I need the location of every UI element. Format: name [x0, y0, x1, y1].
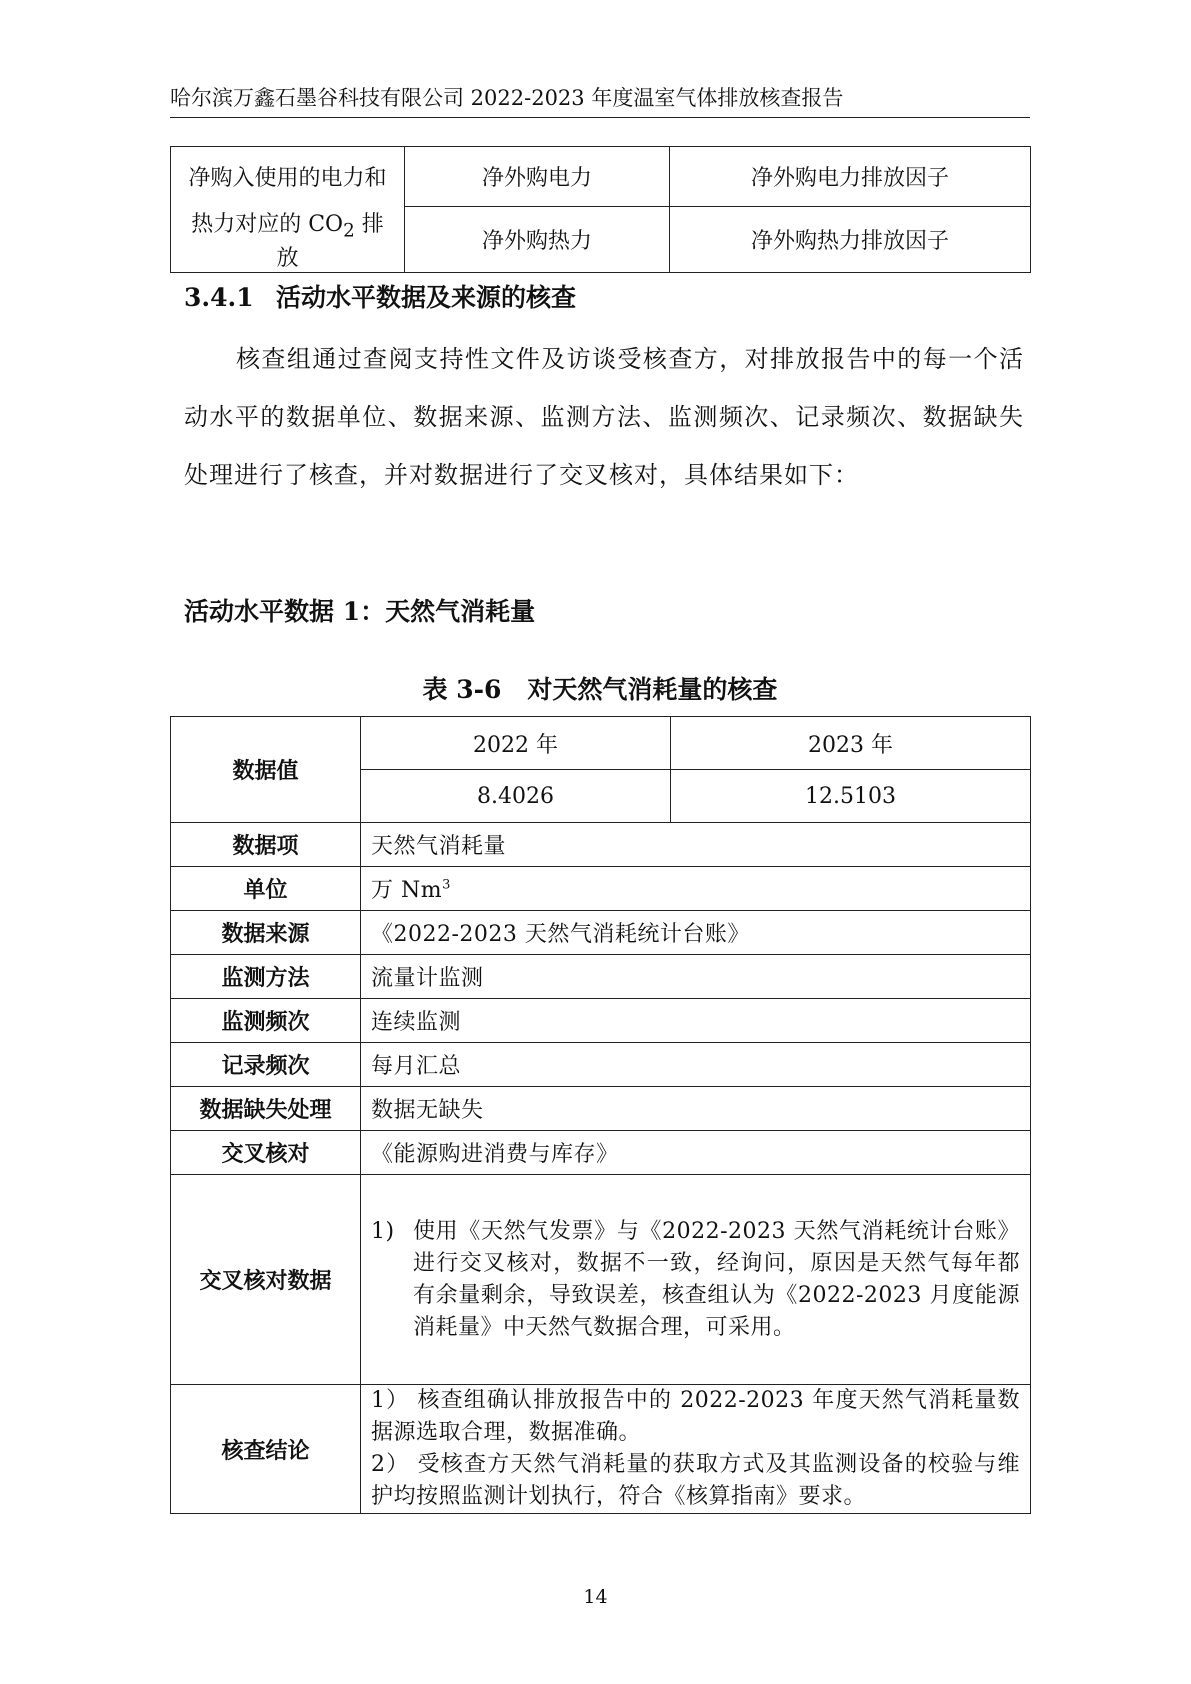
co2-subscript: 2: [343, 219, 355, 241]
table-row: [171, 147, 1031, 207]
unit-superscript: 3: [442, 877, 451, 893]
row-value: 数据无缺失: [361, 1087, 1031, 1131]
header-divider: [170, 117, 1030, 118]
cross-check-label: 交叉核对数据: [171, 1175, 361, 1385]
row-value: 天然气消耗量: [361, 823, 1031, 867]
table-row: [171, 911, 1031, 955]
page-header: 哈尔滨万鑫石墨谷科技有限公司 2022-2023 年度温室气体排放核查报告: [170, 86, 844, 110]
data-value-label: 数据值: [171, 717, 361, 823]
section-title: 活动水平数据及来源的核查: [276, 283, 577, 312]
row-label: 监测频次: [171, 999, 361, 1043]
emission-source-table: [170, 146, 1031, 273]
row-value: 《能源购进消费与库存》: [361, 1131, 1031, 1175]
body-paragraph: 核查组通过查阅支持性文件及访谈受核查方，对排放报告中的每一个活动水平的数据单位、数据来源、监测方法、监测频次、记录频次、数据缺失处理进行了核查，并对数据进行了交叉核对，具体结果如下：: [184, 345, 1024, 489]
list-marker: 1): [371, 1218, 395, 1244]
factor-cell: 净外购电力排放因子: [670, 147, 1031, 207]
table-row: [171, 1385, 1031, 1514]
table-caption-number: 表 3-6: [422, 675, 502, 704]
table-row: [171, 823, 1031, 867]
row-label: 监测方法: [171, 955, 361, 999]
cross-check-content: [361, 1175, 1031, 1385]
table-caption: [170, 670, 1030, 706]
page-number: 14: [583, 1586, 608, 1608]
source-label-line1: 净购入使用的电力和: [171, 147, 405, 207]
table-caption-title: 对天然气消耗量的核查: [527, 675, 778, 704]
year-2022-header: 2022 年: [361, 717, 671, 770]
row-label: 数据缺失处理: [171, 1087, 361, 1131]
cross-check-list: [371, 1216, 1020, 1344]
section-number: 3.4.1: [184, 283, 254, 312]
table-row: [171, 717, 1031, 770]
row-label: 记录频次: [171, 1043, 361, 1087]
table-row: [171, 999, 1031, 1043]
row-label: 单位: [171, 867, 361, 911]
row-label: 交叉核对: [171, 1131, 361, 1175]
row-label: 数据来源: [171, 911, 361, 955]
conclusion-list: [371, 1385, 1020, 1513]
source-label-line2: [171, 207, 405, 273]
year-2023-header: 2023 年: [671, 717, 1031, 770]
row-value: 每月汇总: [361, 1043, 1031, 1087]
row-label: 数据项: [171, 823, 361, 867]
source-label-text: 热力对应的 CO: [191, 211, 344, 237]
list-item: 1） 核查组确认排放报告中的 2022-2023 年度天然气消耗量数据源选取合理，数据准确。: [371, 1388, 1020, 1445]
section-heading: [184, 278, 576, 314]
row-value: 流量计监测: [361, 955, 1031, 999]
source-label-text-end: 排放: [276, 211, 384, 271]
conclusion-content: [361, 1385, 1031, 1514]
table-row: [171, 1087, 1031, 1131]
factor-cell: 净外购热力排放因子: [670, 207, 1031, 273]
row-value: 《2022-2023 天然气消耗统计台账》: [361, 911, 1031, 955]
table-row: [171, 1131, 1031, 1175]
activity-cell: 净外购电力: [405, 147, 670, 207]
table-row: [171, 1043, 1031, 1087]
list-item: [371, 1216, 1020, 1344]
table-row: [171, 207, 1031, 273]
row-value: 连续监测: [361, 999, 1031, 1043]
value-2023: 12.5103: [671, 770, 1031, 823]
table-row: [171, 1175, 1031, 1385]
list-item: 2） 受核查方天然气消耗量的获取方式及其监测设备的校验与维护均按照监测计划执行，符合《核算指南》要求。: [371, 1452, 1020, 1509]
activity-cell: 净外购热力: [405, 207, 670, 273]
conclusion-label: 核查结论: [171, 1385, 361, 1514]
value-2022: 8.4026: [361, 770, 671, 823]
unit-value: [361, 867, 1031, 911]
list-item-text: 使用《天然气发票》与《2022-2023 天然气消耗统计台账》进行交叉核对，数据不一致，经询问，原因是天然气每年都有余量剩余，导致误差，核查组认为《2022-2023 月度能源消耗量》中天然气数据合理，可采用。: [413, 1218, 1020, 1340]
table-row: [171, 867, 1031, 911]
natural-gas-check-table: [170, 716, 1031, 1514]
unit-text: 万 Nm: [371, 878, 443, 903]
subheading: 活动水平数据 1：天然气消耗量: [184, 597, 536, 626]
table-row: [171, 955, 1031, 999]
